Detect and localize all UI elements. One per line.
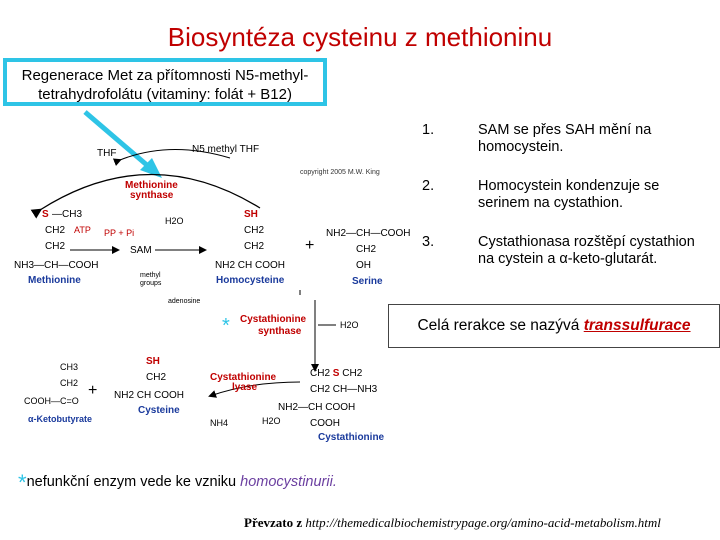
svg-text:NH2—CH COOH: NH2—CH COOH xyxy=(278,402,356,413)
step-text: Cystathionasa rozštěpí cystathion na cystein a α-keto-glutarát. xyxy=(478,234,695,267)
pathway-diagram xyxy=(0,100,411,450)
svg-text:S: S xyxy=(42,209,49,220)
h2o-mid-text: H2O xyxy=(340,320,359,330)
source-link[interactable]: http://themedicalbiochemistrypage.org/amino-acid-metabolism.html xyxy=(305,515,661,530)
svg-text:CH2: CH2 xyxy=(45,225,66,236)
svg-text:CH2 S CH2: CH2 S CH2 xyxy=(310,368,363,379)
cystathionine-synthase-line2: synthase xyxy=(258,326,302,337)
callout-arrow xyxy=(85,112,155,172)
svg-text:CH2 CH—NH3: CH2 CH—NH3 xyxy=(310,384,378,395)
cysteine-label: Cysteine xyxy=(138,405,180,416)
svg-text:CH2: CH2 xyxy=(356,244,377,255)
copyright-text: copyright 2005 M.W. King xyxy=(300,169,380,176)
cystathionine-label: Cystathionine xyxy=(318,432,385,443)
homocysteine-structure xyxy=(215,209,285,271)
svg-text:NH2 CH COOH: NH2 CH COOH xyxy=(215,260,286,271)
methionine-synthase-line1: Methionine xyxy=(125,180,178,191)
svg-text:CH3: CH3 xyxy=(60,362,79,372)
atp-text: ATP xyxy=(74,225,91,235)
cystathionine-lyase-line2: lyase xyxy=(232,382,258,393)
methyl-groups-1: methyl xyxy=(140,272,161,279)
svg-text:CH2: CH2 xyxy=(60,378,79,388)
methionine-structure xyxy=(14,209,98,271)
svg-text:COOH—C=O: COOH—C=O xyxy=(24,396,79,406)
source-credit xyxy=(244,515,661,531)
methionine-synthase-line2: synthase xyxy=(130,190,174,201)
svg-text:NH2 CH COOH: NH2 CH COOH xyxy=(114,390,185,401)
homocysteine-label: Homocysteine xyxy=(216,275,285,286)
steps-list xyxy=(422,122,712,282)
regeneration-callout xyxy=(3,58,327,106)
ketobutyrate-structure xyxy=(24,362,79,406)
summary-box xyxy=(388,304,720,348)
svg-text:SH: SH xyxy=(146,356,160,367)
plus-1: + xyxy=(305,237,315,254)
cystathionine-structure xyxy=(278,368,378,429)
svg-text:CH2: CH2 xyxy=(244,241,265,252)
serine-structure xyxy=(326,228,410,271)
footnote-star: * xyxy=(18,470,27,495)
methyl-groups-2: groups xyxy=(140,280,162,287)
step-text: SAM se přes SAH mění na homocystein. xyxy=(478,122,652,155)
svg-text:CH2: CH2 xyxy=(244,225,265,236)
source-prefix: Převzato z xyxy=(244,515,306,530)
svg-text:COOH: COOH xyxy=(310,418,340,429)
step-text: Homocystein kondenzuje se serinem na cystathion. xyxy=(478,178,660,211)
nh4-text: NH4 xyxy=(210,418,229,428)
svg-text:OH: OH xyxy=(356,260,371,271)
ketobutyrate-label: α-Ketobutyrate xyxy=(28,414,93,424)
svg-text:CH2: CH2 xyxy=(45,241,66,252)
serine-label: Serine xyxy=(352,276,383,287)
step-number: 1. xyxy=(422,122,435,138)
svg-text:SH: SH xyxy=(244,209,258,220)
footnote xyxy=(18,470,337,496)
summary-prefix: Celá rerakce se nazývá xyxy=(417,317,584,334)
page-title: Biosyntéza cysteinu z methioninu xyxy=(167,22,553,52)
step-number: 2. xyxy=(422,178,435,194)
footnote-text: nefunkční enzym vede ke vzniku xyxy=(26,474,241,490)
defect-star: * xyxy=(222,315,230,337)
summary-term: transsulfurace xyxy=(583,317,691,334)
h2o-top-text: H2O xyxy=(165,216,184,226)
footnote-term: homocystinurii. xyxy=(240,474,337,490)
n5-methyl-thf-text: N5 methyl THF xyxy=(192,144,260,155)
regen-line-2: tetrahydrofolátu (vitaminy: folát + B12) xyxy=(38,86,292,103)
methionine-label: Methionine xyxy=(28,275,81,286)
cysteine-structure xyxy=(114,356,184,401)
svg-text:—CH3: —CH3 xyxy=(52,209,83,220)
svg-text:NH2—CH—COOH: NH2—CH—COOH xyxy=(326,228,411,239)
step-item xyxy=(422,234,712,268)
adenosine-text: adenosine xyxy=(168,298,201,305)
svg-text:NH3—CH—COOH: NH3—CH—COOH xyxy=(14,260,99,271)
regen-line-1: Regenerace Met za přítomnosti N5-methyl- xyxy=(21,67,309,84)
step-number: 3. xyxy=(422,234,435,250)
step-item xyxy=(422,178,712,212)
thf-text: THF xyxy=(97,148,117,159)
plus-2: + xyxy=(88,382,98,399)
step-item xyxy=(422,122,712,156)
svg-text:CH2: CH2 xyxy=(146,372,167,383)
cystathionine-synthase-line1: Cystathionine xyxy=(240,314,307,325)
h2o-low-text: H2O xyxy=(262,416,281,426)
sam-text: SAM xyxy=(130,245,152,256)
pp-pi-text: PP + Pi xyxy=(104,228,135,238)
cystathionine-lyase-line1: Cystathionine xyxy=(210,372,277,383)
